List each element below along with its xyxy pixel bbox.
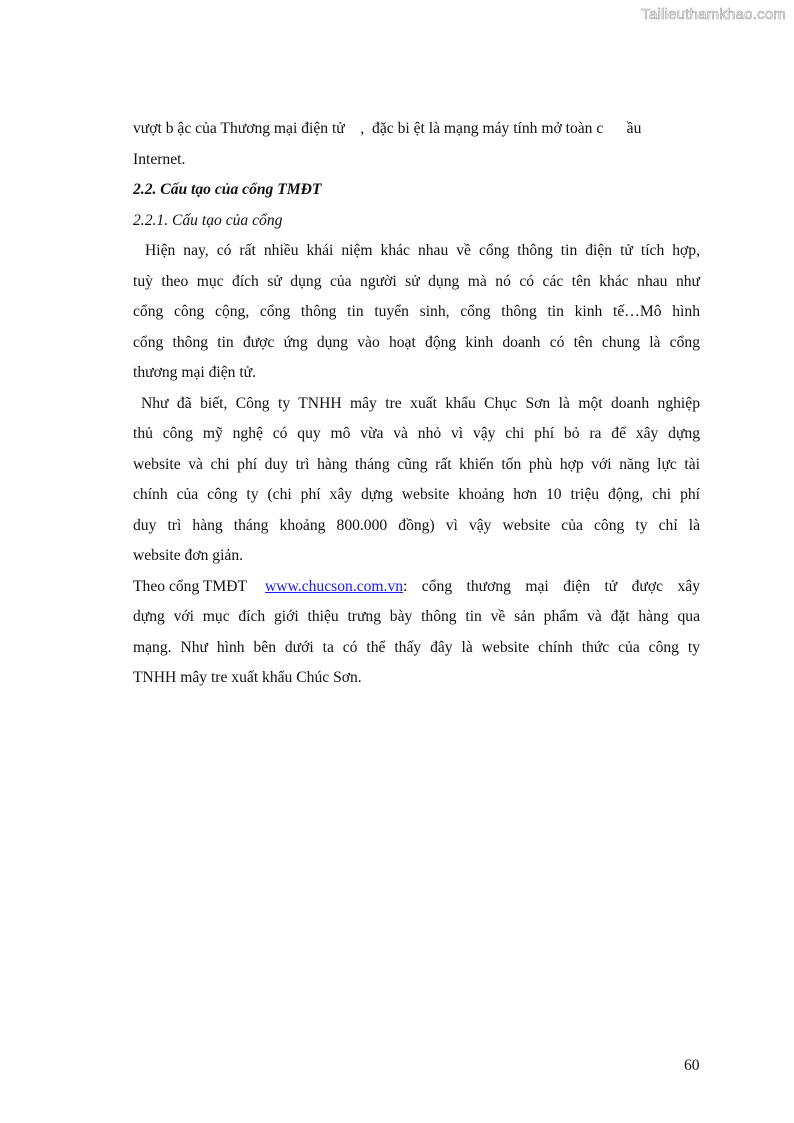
text-line: chính của công ty (chi phí xây dựng website khoảng hơn 10 triệu động, chi phí (133, 486, 700, 503)
text-line: Hiện nay, có rất nhiều khái niệm khác nhau về cổng thông tin điện tử tích hợp, (145, 242, 700, 259)
text-line: mạng. Như hình bên dưới ta có thể thấy đây là website chính thức của công ty (133, 638, 700, 656)
website-link[interactable]: www.chucson.com.vn (265, 577, 404, 595)
text-line: tuỳ theo mục đích sử dụng của người sử dụng mà nó có các tên khác nhau như (133, 272, 700, 290)
text-line (133, 572, 700, 603)
text-line: thủ công mỹ nghệ có quy mô vừa và nhỏ vì vậy chi phí bỏ ra để xây dựng (133, 425, 700, 442)
subsection-heading: 2.2.1. Cấu tạo của cổng (133, 211, 283, 229)
text-line: website và chi phí duy trì hàng tháng cũng rất khiến tốn phù hợp với năng lực tài (133, 455, 700, 473)
section-heading: 2.2. Cấu tạo của cổng TMĐT (133, 181, 322, 198)
text-prefix: Theo cổng TMĐT (133, 577, 248, 595)
text-line: dựng với mục đích giới thiệu trưng bày thông tin về sản phẩm và đặt hàng qua (133, 608, 700, 625)
watermark: Tailieuthamkhao.com (641, 6, 786, 23)
text-line: Internet. (133, 150, 186, 168)
text-line: cổng thông tin được ứng dụng vào hoạt động kinh doanh có tên chung là cổng (133, 333, 700, 351)
page-number: 60 (684, 1057, 700, 1074)
text-line: duy trì hàng tháng khoảng 800.000 đồng) vì vậy website của công ty chỉ là (133, 516, 700, 534)
text-line: TNHH mây tre xuất khẩu Chúc Sơn. (133, 669, 362, 686)
text-line: website đơn giản. (133, 547, 244, 564)
text-line: cổng công cộng, cổng thông tin tuyển sinh, cổng thông tin kinh tế…Mô hình (133, 303, 700, 320)
text-line: Như đã biết, Công ty TNHH mây tre xuất khẩu Chục Sơn là một doanh nghiệp (141, 394, 700, 412)
text-line: thương mại điện tử. (133, 364, 257, 381)
text-rest: : cổng thương mại điện tử được xây (403, 577, 700, 595)
text-line: vượt b ậc của Thương mại điện tử , đặc bi ệt là mạng máy tính mở toàn c ầu (133, 120, 642, 137)
document-body (133, 114, 700, 694)
